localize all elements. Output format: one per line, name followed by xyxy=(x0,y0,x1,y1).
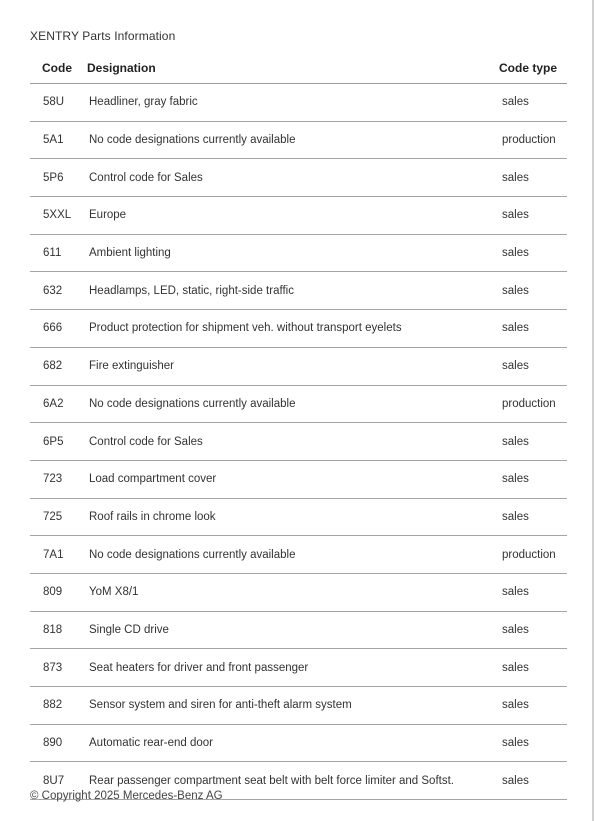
row-designation: Product protection for shipment veh. without transport eyelets xyxy=(89,322,402,335)
table-row xyxy=(30,499,567,537)
table-row xyxy=(30,310,567,348)
table-row xyxy=(30,687,567,725)
row-code: 682 xyxy=(43,360,63,373)
row-designation: Control code for Sales xyxy=(89,171,203,184)
table-row xyxy=(30,725,567,763)
table-row xyxy=(30,574,567,612)
table-row xyxy=(30,122,567,160)
row-code: 809 xyxy=(43,586,63,599)
document-title: XENTRY Parts Information xyxy=(30,29,176,43)
row-code-type: sales xyxy=(502,737,529,750)
table-row xyxy=(30,536,567,574)
row-code: 723 xyxy=(43,473,63,486)
row-designation: Single CD drive xyxy=(89,623,169,636)
row-code: 6A2 xyxy=(43,397,64,410)
row-designation: Europe xyxy=(89,209,127,222)
row-code-type: sales xyxy=(502,661,529,674)
row-code: 666 xyxy=(43,322,63,335)
row-code-type: sales xyxy=(502,473,529,486)
copyright-footer: © Copyright 2025 Mercedes-Benz AG xyxy=(30,790,223,802)
row-code-type: production xyxy=(502,397,556,410)
header-code-type: Code type xyxy=(499,61,558,75)
row-code: 818 xyxy=(43,623,63,636)
table-row xyxy=(30,197,567,235)
row-code: 725 xyxy=(43,510,63,523)
row-designation: Control code for Sales xyxy=(89,435,203,448)
row-code-type: sales xyxy=(502,96,529,109)
row-designation: No code designations currently available xyxy=(89,548,296,561)
row-designation: Sensor system and siren for anti-theft alarm system xyxy=(89,699,352,712)
row-code: 611 xyxy=(43,247,62,260)
row-code-type: sales xyxy=(502,623,529,636)
row-code: 632 xyxy=(43,284,63,297)
row-designation: Fire extinguisher xyxy=(89,360,175,373)
row-code: 882 xyxy=(43,699,63,712)
row-designation: Seat heaters for driver and front passenger xyxy=(89,661,309,674)
row-code-type: sales xyxy=(502,774,529,787)
row-designation: Load compartment cover xyxy=(89,473,217,486)
row-code: 6P5 xyxy=(43,435,64,448)
row-code-type: production xyxy=(502,134,556,147)
row-designation: Headliner, gray fabric xyxy=(89,96,198,109)
row-code: 890 xyxy=(43,737,63,750)
table-row xyxy=(30,348,567,386)
table-row xyxy=(30,461,567,499)
parts-table xyxy=(30,53,567,800)
row-code-type: sales xyxy=(502,360,529,373)
row-designation: Ambient lighting xyxy=(89,247,171,260)
table-row xyxy=(30,386,567,424)
row-code-type: sales xyxy=(502,510,529,523)
table-row xyxy=(30,612,567,650)
row-code: 5A1 xyxy=(43,134,64,147)
row-code: 58U xyxy=(43,96,65,109)
row-code-type: sales xyxy=(502,247,529,260)
row-code-type: sales xyxy=(502,435,529,448)
row-code-type: sales xyxy=(502,209,529,222)
row-code-type: sales xyxy=(502,284,529,297)
header-code: Code xyxy=(42,61,72,75)
row-designation: Roof rails in chrome look xyxy=(89,510,216,523)
row-designation: No code designations currently available xyxy=(89,397,296,410)
row-code: 8U7 xyxy=(43,774,65,787)
row-code: 5XXL xyxy=(43,209,72,222)
row-code-type: sales xyxy=(502,171,529,184)
row-code: 5P6 xyxy=(43,171,64,184)
table-row xyxy=(30,235,567,273)
table-row xyxy=(30,423,567,461)
table-row xyxy=(30,649,567,687)
table-header xyxy=(30,53,567,84)
row-designation: Rear passenger compartment seat belt with belt force limiter and Softst. xyxy=(89,774,454,787)
table-row xyxy=(30,84,567,122)
table-row xyxy=(30,272,567,310)
row-designation: YoM X8/1 xyxy=(89,586,139,599)
row-code: 873 xyxy=(43,661,63,674)
row-code-type: production xyxy=(502,548,556,561)
row-designation: No code designations currently available xyxy=(89,134,296,147)
row-code-type: sales xyxy=(502,699,529,712)
header-designation: Designation xyxy=(87,61,156,75)
row-code-type: sales xyxy=(502,586,529,599)
row-code: 7A1 xyxy=(43,548,64,561)
row-code-type: sales xyxy=(502,322,529,335)
row-designation: Headlamps, LED, static, right-side traffic xyxy=(89,284,294,297)
row-designation: Automatic rear-end door xyxy=(89,737,214,750)
table-row xyxy=(30,159,567,197)
